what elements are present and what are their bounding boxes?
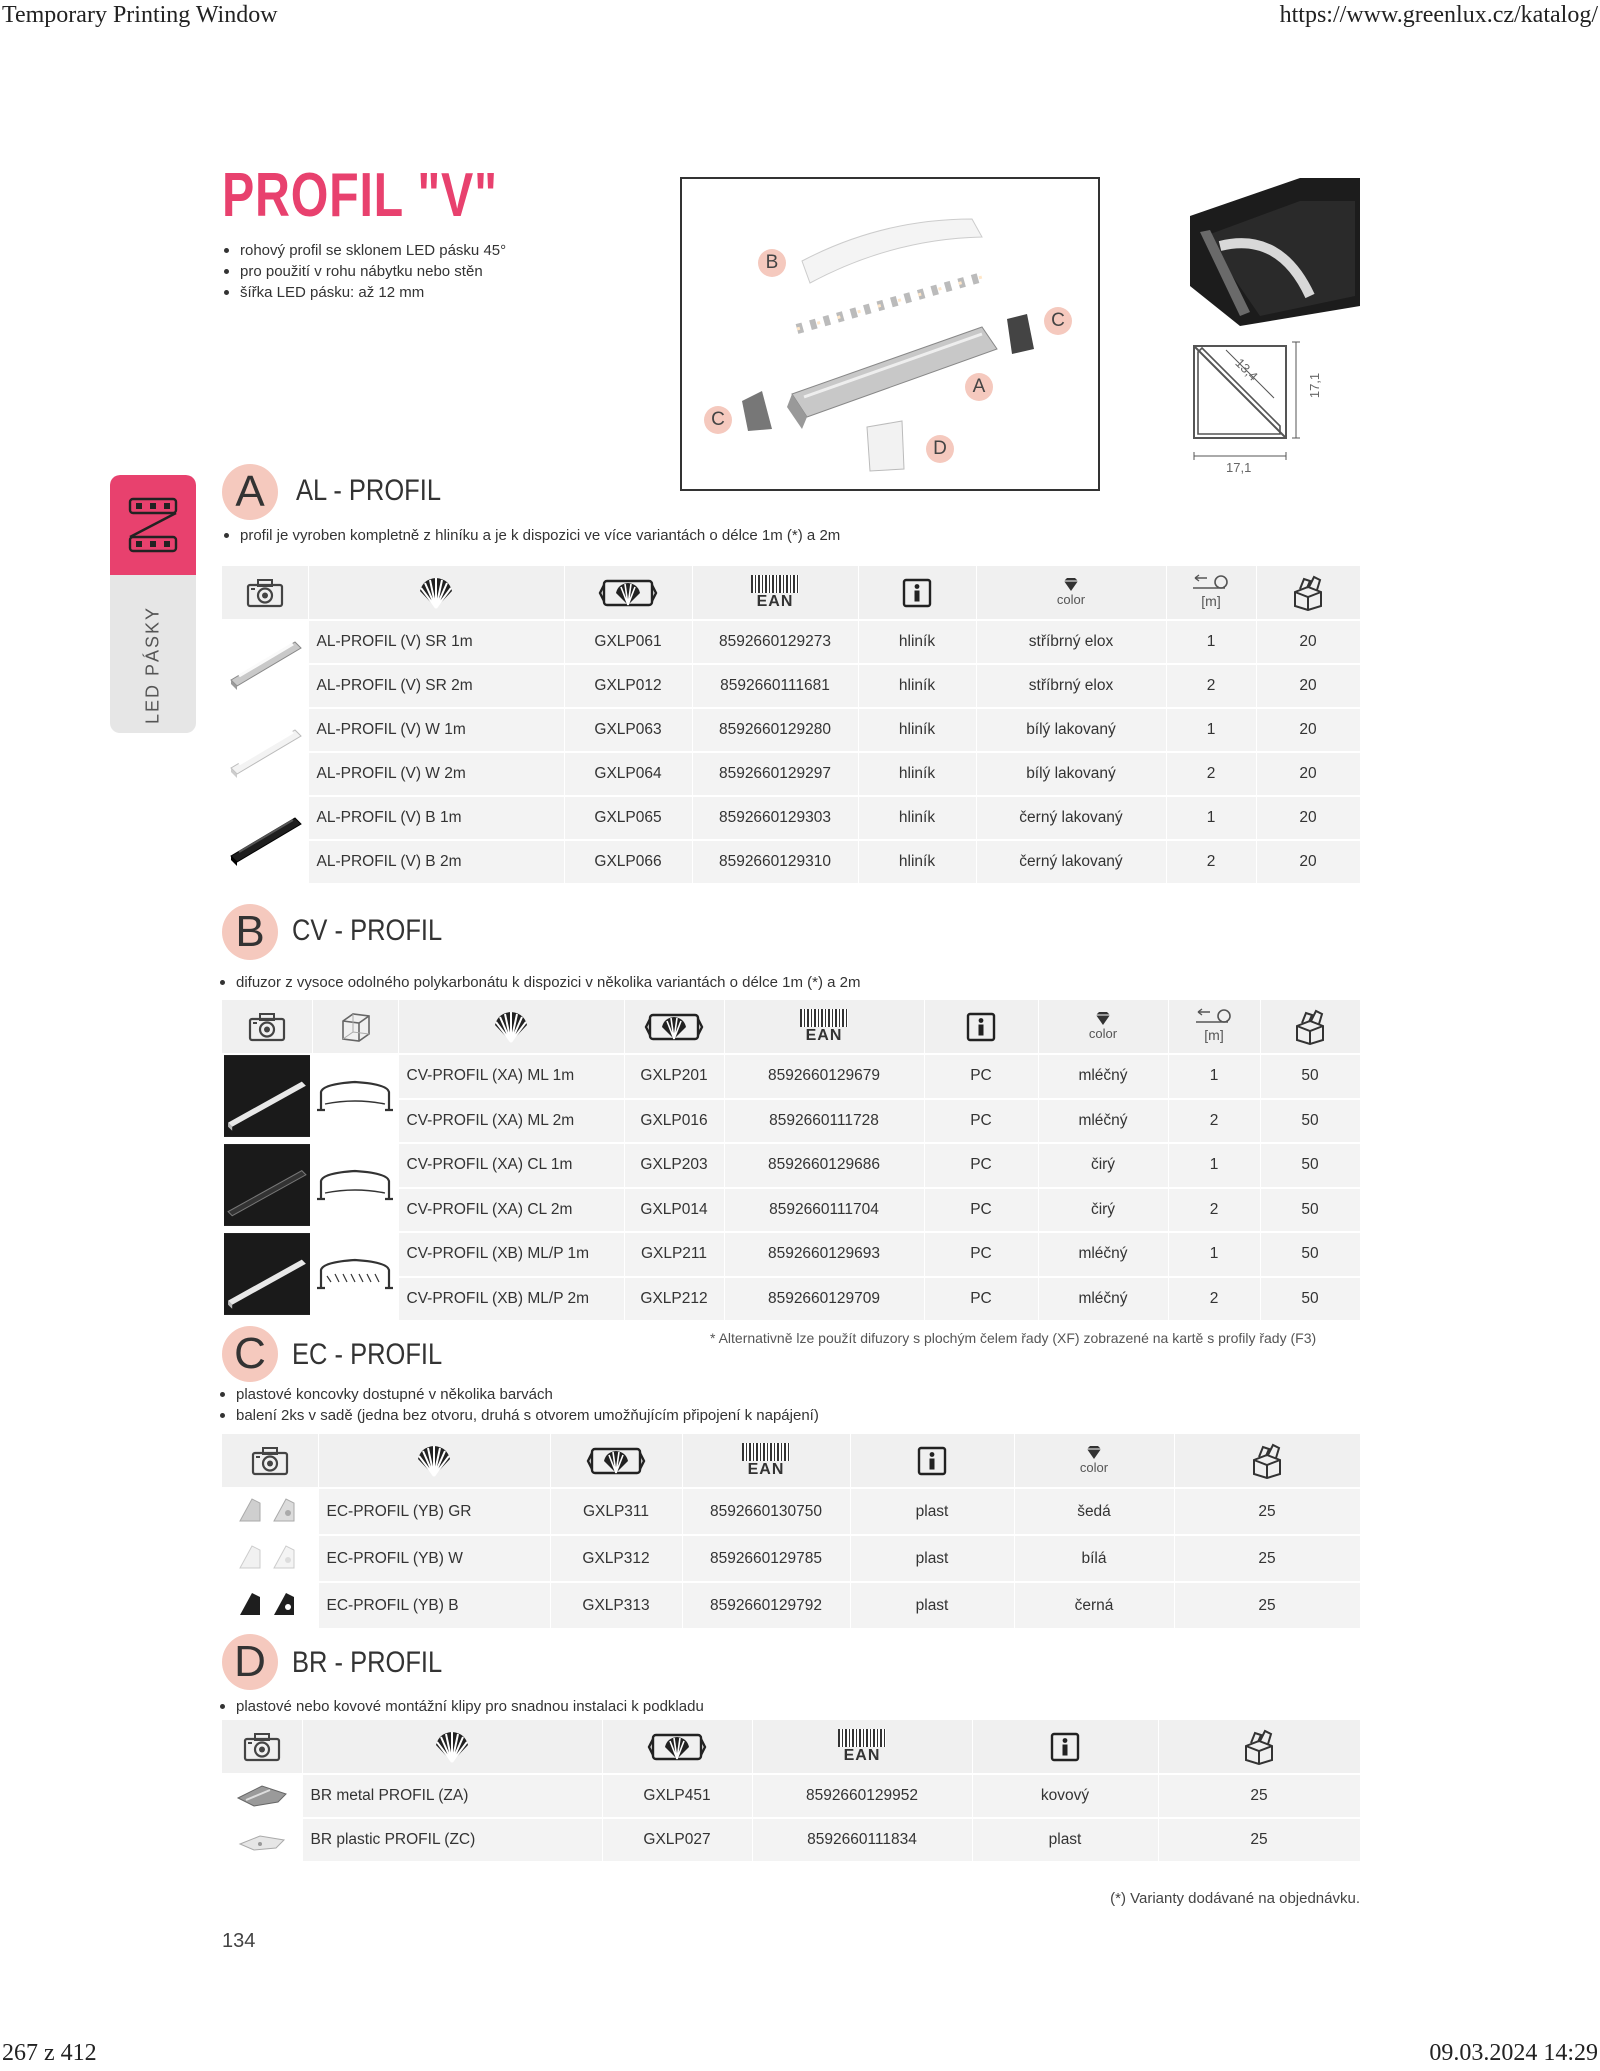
barcode-icon: EAN [838,1729,886,1764]
product-code-icon [586,1443,646,1479]
cell-pack: 20 [1256,708,1360,752]
cell-pack: 25 [1174,1582,1360,1629]
cell-pack: 50 [1260,1054,1360,1099]
table-row [222,708,1360,752]
package-icon [1292,1009,1328,1045]
row-section [312,1232,398,1321]
cell-length: 1 [1168,1054,1260,1099]
table-row [222,664,1360,708]
product-photo [1180,176,1360,326]
section-c-badge: C [222,1326,278,1382]
cell-length: 2 [1168,1277,1260,1322]
led-strip-icon-box [110,475,196,575]
dim-diagonal: 13,4 [1232,355,1261,384]
cross-section-drawing [1186,338,1366,478]
cell-code: GXLP063 [564,708,692,752]
print-header-left: Temporary Printing Window [2,2,278,28]
section-a-notes [222,525,840,546]
grey-endcap-thumbnail [230,1489,310,1529]
section-a-badge: A [222,464,278,520]
cell-ean: 8592660129709 [724,1277,924,1322]
feature-item: rohový profil se sklonem LED pásku 45° [222,240,642,261]
cell-code: GXLP451 [602,1774,752,1818]
cell-name: CV-PROFIL (XB) ML/P 2m [398,1277,624,1322]
cell-length: 1 [1168,1143,1260,1188]
cell-material: plast [850,1488,1014,1535]
row-photo [222,708,308,796]
row-photo [222,796,308,884]
length-icon: [m] [1194,1008,1234,1042]
diffuser-section-drawing [315,1163,395,1207]
cell-pack: 25 [1158,1774,1360,1818]
material-column-header [972,1720,1158,1774]
cell-color: černá [1014,1582,1174,1629]
product-code-icon [644,1009,704,1045]
side-tab-led-pasky[interactable] [110,475,196,733]
feature-item: šířka LED pásku: až 12 mm [222,282,642,303]
cell-material: hliník [858,664,976,708]
info-icon [1049,1731,1081,1763]
table-header-row [222,1000,1360,1054]
table-al-profil [222,566,1361,885]
cell-ean: 8592660129952 [752,1774,972,1818]
code-column-header [624,1000,724,1054]
cell-length: 2 [1168,1188,1260,1233]
shell-brand-icon [416,575,456,611]
camera-icon [250,1445,290,1477]
section-c-notes [218,1384,819,1426]
table-row [222,796,1360,840]
cell-length: 1 [1166,708,1256,752]
package-icon [1290,575,1326,611]
cell-name: AL-PROFIL (V) W 1m [308,708,564,752]
code-column-header [564,566,692,620]
cell-code: GXLP212 [624,1277,724,1322]
cell-color: černý lakovaný [976,796,1166,840]
info-icon [916,1445,948,1477]
cell-length: 1 [1168,1232,1260,1277]
cell-name: EC-PROFIL (YB) B [318,1582,550,1629]
cell-length: 1 [1166,620,1256,664]
table-row [222,840,1360,884]
table-br-profil [222,1720,1361,1863]
table-row [222,1535,1360,1582]
footnote: (*) Varianty dodávané na objednávku. [1110,1890,1360,1907]
color-column-header [1038,1000,1168,1054]
cell-material: PC [924,1188,1038,1233]
ean-column-header [682,1434,850,1488]
row-photo [222,1232,312,1321]
feature-list [222,240,642,303]
table-row [222,620,1360,664]
cell-name: CV-PROFIL (XA) CL 1m [398,1143,624,1188]
cell-name: AL-PROFIL (V) B 1m [308,796,564,840]
cell-code: GXLP061 [564,620,692,664]
row-photo [222,1488,318,1535]
cell-pack: 25 [1158,1818,1360,1862]
cell-color: šedá [1014,1488,1174,1535]
black-profile-thumbnail [225,808,305,868]
row-photo [222,1582,318,1629]
cell-pack: 50 [1260,1143,1360,1188]
cell-color: čirý [1038,1143,1168,1188]
metal-clip-thumbnail [232,1776,292,1812]
info-icon [901,577,933,609]
table-row [222,1818,1360,1862]
cell-color: mléčný [1038,1054,1168,1099]
cell-ean: 8592660129310 [692,840,858,884]
print-footer-page-count: 267 z 412 [2,2040,97,2066]
callout-c-left: C [704,406,732,434]
cell-color: stříbrný elox [976,664,1166,708]
table-row [222,1054,1360,1099]
cell-pack: 20 [1256,664,1360,708]
cell-ean: 8592660129792 [682,1582,850,1629]
cell-code: GXLP311 [550,1488,682,1535]
cell-ean: 8592660129686 [724,1143,924,1188]
dim-width: 17,1 [1226,460,1252,475]
row-photo [222,1054,312,1143]
photo-column-header [222,1000,312,1054]
barcode-icon: EAN [742,1443,790,1478]
photo-column-header [222,1434,318,1488]
exploded-diagram-art [682,179,1098,489]
prismatic-diffuser-section-drawing [315,1252,395,1296]
shell-brand-icon [432,1729,472,1765]
cell-ean: 8592660129280 [692,708,858,752]
cell-color: mléčný [1038,1232,1168,1277]
print-header-url[interactable]: https://www.greenlux.cz/katalog/ [1279,2,1598,28]
cell-ean: 8592660111704 [724,1188,924,1233]
cell-material: PC [924,1099,1038,1144]
table-header-row [222,1434,1360,1488]
cell-material: hliník [858,708,976,752]
cell-name: AL-PROFIL (V) SR 2m [308,664,564,708]
exploded-diagram [680,177,1100,491]
row-photo [222,1535,318,1582]
cell-material: plast [850,1582,1014,1629]
name-column-header [308,566,564,620]
section-a-title: AL - PROFIL [296,474,442,507]
callout-b: B [758,249,786,277]
barcode-icon: EAN [751,575,799,610]
white-endcap-thumbnail [230,1536,310,1576]
name-column-header [398,1000,624,1054]
cell-color: bílý lakovaný [976,708,1166,752]
color-icon: color [1080,1445,1108,1474]
cell-pack: 25 [1174,1535,1360,1582]
callout-a: A [965,373,993,401]
product-code-icon [598,575,658,611]
ean-column-header [752,1720,972,1774]
cell-code: GXLP012 [564,664,692,708]
length-column-header [1168,1000,1260,1054]
pack-column-header [1158,1720,1360,1774]
cell-code: GXLP313 [550,1582,682,1629]
name-column-header [318,1434,550,1488]
section-b-note: difuzor z vysoce odolného polykarbonátu k dispozici v několika variantách o délce 1m (*) a 2m [218,972,861,993]
cell-name: CV-PROFIL (XB) ML/P 1m [398,1232,624,1277]
table-row [222,1582,1360,1629]
cell-material: PC [924,1277,1038,1322]
cell-color: černý lakovaný [976,840,1166,884]
cell-material: hliník [858,840,976,884]
cell-code: GXLP211 [624,1232,724,1277]
ean-column-header [692,566,858,620]
package-icon [1241,1729,1277,1765]
table-row [222,752,1360,796]
cell-material: PC [924,1054,1038,1099]
section-b-notes [218,972,861,993]
callout-d: D [926,435,954,463]
cell-ean: 8592660129693 [724,1232,924,1277]
cell-name: BR metal PROFIL (ZA) [302,1774,602,1818]
cell-ean: 8592660129303 [692,796,858,840]
cell-code: GXLP064 [564,752,692,796]
row-photo [222,1143,312,1232]
white-profile-thumbnail [225,720,305,780]
section-column-header [312,1000,398,1054]
ean-column-header [724,1000,924,1054]
cell-pack: 50 [1260,1099,1360,1144]
section-c-note: balení 2ks v sadě (jedna bez otvoru, druhá s otvorem umožňujícím připojení k napájení) [218,1405,819,1426]
table-row [222,1774,1360,1818]
cell-material: PC [924,1143,1038,1188]
plastic-clip-thumbnail [232,1820,292,1856]
black-endcap-thumbnail [230,1583,310,1623]
callout-c-right: C [1044,307,1072,335]
cell-code: GXLP014 [624,1188,724,1233]
cell-pack: 50 [1260,1277,1360,1322]
material-column-header [850,1434,1014,1488]
cell-pack: 20 [1256,620,1360,664]
cell-ean: 8592660129679 [724,1054,924,1099]
page-number: 134 [222,1930,256,1952]
diffuser-alternative-note: * Alternativně lze použít difuzory s plochým čelem řady (XF) zobrazené na kartě s profily řady (F3) [710,1330,1317,1346]
code-column-header [602,1720,752,1774]
table-header-row [222,1720,1360,1774]
shell-brand-icon [491,1009,531,1045]
feature-item: pro použití v rohu nábytku nebo stěn [222,261,642,282]
cell-material: kovový [972,1774,1158,1818]
cell-pack: 25 [1174,1488,1360,1535]
cell-code: GXLP312 [550,1535,682,1582]
row-photo [222,1818,302,1862]
row-photo [222,620,308,708]
milky-diffuser-thumbnail [224,1055,310,1137]
length-column-header [1166,566,1256,620]
silver-profile-thumbnail [225,632,305,692]
cell-length: 2 [1166,752,1256,796]
row-section [312,1143,398,1232]
cell-material: hliník [858,620,976,664]
code-column-header [550,1434,682,1488]
photo-column-header [222,566,308,620]
cell-name: AL-PROFIL (V) W 2m [308,752,564,796]
material-column-header [924,1000,1038,1054]
cell-material: hliník [858,752,976,796]
pack-column-header [1174,1434,1360,1488]
table-ec-profil [222,1434,1361,1630]
pack-column-header [1260,1000,1360,1054]
row-photo [222,1774,302,1818]
cell-code: GXLP016 [624,1099,724,1144]
color-icon: color [1057,577,1085,606]
cell-length: 2 [1166,840,1256,884]
cell-color: mléčný [1038,1099,1168,1144]
cell-color: bílý lakovaný [976,752,1166,796]
cell-length: 1 [1166,796,1256,840]
cell-ean: 8592660111681 [692,664,858,708]
print-footer-datetime: 09.03.2024 14:29 [1429,2040,1598,2066]
cell-material: PC [924,1232,1038,1277]
color-icon: color [1089,1011,1117,1040]
cell-code: GXLP027 [602,1818,752,1862]
cell-name: CV-PROFIL (XA) ML 2m [398,1099,624,1144]
cell-color: čirý [1038,1188,1168,1233]
cell-ean: 8592660111728 [724,1099,924,1144]
length-icon: [m] [1191,574,1231,608]
cell-color: stříbrný elox [976,620,1166,664]
cell-material: plast [972,1818,1158,1862]
cell-color: bílá [1014,1535,1174,1582]
cell-code: GXLP065 [564,796,692,840]
cell-material: plast [850,1535,1014,1582]
cell-name: AL-PROFIL (V) SR 1m [308,620,564,664]
camera-icon [245,577,285,609]
section-b-badge: B [222,904,278,960]
diffuser-section-drawing [315,1074,395,1118]
cell-pack: 20 [1256,752,1360,796]
cell-name: EC-PROFIL (YB) W [318,1535,550,1582]
table-header-row [222,566,1360,620]
package-icon [1249,1443,1285,1479]
cell-length: 2 [1166,664,1256,708]
side-tab-label: LED PÁSKY [142,605,163,725]
table-cv-profil [222,1000,1361,1322]
milky-prismatic-diffuser-thumbnail [224,1233,310,1315]
info-icon [965,1011,997,1043]
color-column-header [976,566,1166,620]
section-d-title: BR - PROFIL [292,1646,443,1679]
row-section [312,1054,398,1143]
cell-name: CV-PROFIL (XA) ML 1m [398,1054,624,1099]
led-strip-icon [110,475,196,575]
cell-pack: 50 [1260,1232,1360,1277]
shell-brand-icon [414,1443,454,1479]
camera-icon [242,1731,282,1763]
cell-ean: 8592660129785 [682,1535,850,1582]
product-code-icon [647,1729,707,1765]
cell-material: hliník [858,796,976,840]
cell-color: mléčný [1038,1277,1168,1322]
cell-ean: 8592660129297 [692,752,858,796]
material-column-header [858,566,976,620]
cube-icon [337,1009,373,1045]
cell-name: AL-PROFIL (V) B 2m [308,840,564,884]
section-a-note: profil je vyroben kompletně z hliníku a je k dispozici ve více variantách o délce 1m (*) a 2m [222,525,840,546]
cell-name: CV-PROFIL (XA) CL 2m [398,1188,624,1233]
pack-column-header [1256,566,1360,620]
cell-ean: 8592660129273 [692,620,858,664]
cell-pack: 50 [1260,1188,1360,1233]
camera-icon [247,1011,287,1043]
table-row [222,1232,1360,1277]
color-column-header [1014,1434,1174,1488]
section-d-badge: D [222,1634,278,1690]
dim-height: 17,1 [1307,372,1323,399]
page-title: PROFIL "V" [222,161,498,230]
cell-pack: 20 [1256,796,1360,840]
cell-pack: 20 [1256,840,1360,884]
clear-diffuser-thumbnail [224,1144,310,1226]
cell-code: GXLP203 [624,1143,724,1188]
barcode-icon: EAN [800,1009,848,1044]
cell-length: 2 [1168,1099,1260,1144]
section-c-title: EC - PROFIL [292,1338,443,1371]
section-d-notes [218,1696,704,1717]
table-row [222,1488,1360,1535]
cell-name: BR plastic PROFIL (ZC) [302,1818,602,1862]
cell-code: GXLP066 [564,840,692,884]
section-c-note: plastové koncovky dostupné v několika barvách [218,1384,819,1405]
cell-ean: 8592660111834 [752,1818,972,1862]
name-column-header [302,1720,602,1774]
cell-name: EC-PROFIL (YB) GR [318,1488,550,1535]
cell-code: GXLP201 [624,1054,724,1099]
photo-column-header [222,1720,302,1774]
section-b-title: CV - PROFIL [292,914,443,947]
cell-ean: 8592660130750 [682,1488,850,1535]
table-row [222,1143,1360,1188]
section-d-note: plastové nebo kovové montážní klipy pro snadnou instalaci k podkladu [218,1696,704,1717]
